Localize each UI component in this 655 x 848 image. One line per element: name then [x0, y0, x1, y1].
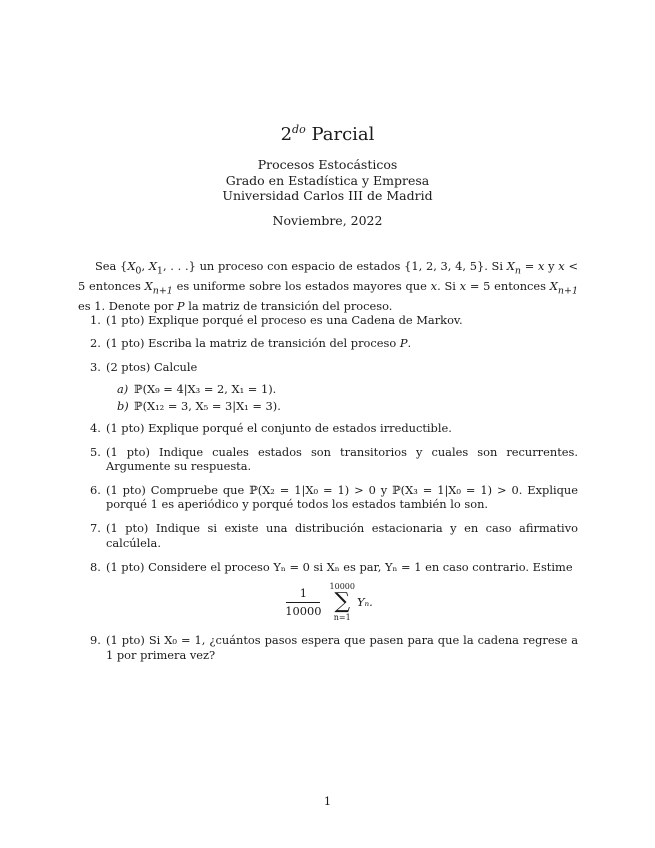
math-var: X — [549, 278, 558, 293]
question-text: (1 pto) Compruebe que ℙ(X₂ = 1|X₀ = 1) > 0 y ℙ(X₃ = 1|X₀ = 1) > 0. Explique porqué 1 es aperiódico y porqué todos los estados también lo son. — [106, 482, 578, 512]
sum-lower-limit: n=1 — [333, 613, 351, 623]
fraction-bar — [286, 602, 320, 603]
math-sub: 0 — [135, 265, 142, 277]
intro-text: y — [544, 259, 559, 273]
math-sub: n+1 — [557, 285, 578, 297]
math-sep: , — [141, 259, 149, 273]
sigma-symbol: ∑ — [334, 589, 351, 615]
question-text: (1 pto) Si X₀ = 1, ¿cuántos pasos espera que pasen para que la cadena regrese a 1 por primera vez? — [106, 633, 578, 662]
math-sub: 1 — [156, 265, 163, 277]
question-8 — [78, 560, 578, 626]
question-number: 3. — [90, 360, 101, 375]
course-name: Procesos Estocásticos — [257, 157, 398, 172]
math-sub: n — [514, 265, 521, 277]
question-text: (1 pto) Indique si existe una distribución estacionaria y en caso afirmativo calcúlela. — [106, 521, 578, 551]
intro-text: Sea { — [95, 259, 128, 273]
math-var: x — [537, 259, 545, 273]
question-number: 2. — [90, 336, 101, 351]
exam-date: Noviembre, 2022 — [272, 213, 383, 228]
subquestion-list — [106, 382, 578, 414]
question-1 — [78, 313, 578, 328]
display-formula — [78, 579, 578, 625]
question-text-end: . — [407, 336, 412, 351]
question-number: 6. — [90, 482, 101, 497]
subquestion-text: ℙ(X₉ = 4|X₃ = 2, X₁ = 1). — [134, 381, 277, 396]
math-var: X — [148, 259, 157, 273]
intro-text: = — [520, 259, 538, 273]
question-5 — [78, 445, 578, 474]
question-text: (1 pto) Considere el proceso Yₙ = 0 si Xₙ es par, Yₙ = 1 en caso contrario. Estime — [106, 559, 573, 574]
question-number: 7. — [90, 521, 101, 536]
fraction — [283, 586, 323, 618]
fraction-denominator: 10000 — [285, 603, 322, 618]
math-dots: , . . . — [162, 259, 189, 273]
title-base: 2 — [280, 124, 293, 145]
subquestion-label: a) — [117, 381, 129, 396]
question-3 — [78, 360, 578, 414]
math-var: x — [430, 278, 438, 293]
subquestion-text: ℙ(X₁₂ = 3, X₅ = 3|X₁ = 3). — [134, 399, 281, 414]
question-number: 4. — [90, 421, 101, 436]
fraction-numerator: 1 — [299, 586, 308, 601]
intro-paragraph — [78, 259, 578, 313]
title-rest: Parcial — [305, 124, 375, 145]
math-var: x — [459, 278, 467, 293]
title-superscript: do — [292, 123, 306, 136]
question-number: 5. — [90, 444, 101, 459]
intro-text: } un proceso con espacio de estados {1, 2, 3, 4, 5}. Si — [188, 259, 507, 273]
math-var: x — [558, 259, 565, 273]
question-2 — [78, 336, 578, 351]
question-4 — [78, 421, 578, 436]
intro-text: < 5 entonces — [78, 259, 578, 293]
summation — [330, 582, 355, 622]
intro-text: es uniforme sobre los estados mayores que — [172, 278, 431, 293]
subquestion-b — [106, 399, 578, 414]
sum-term: Yₙ. — [356, 594, 373, 609]
intro-text: es 1. Denote por — [78, 298, 177, 313]
math-var: X — [506, 259, 515, 273]
intro-text: la matriz de transición del proceso. — [184, 298, 393, 313]
university-name: Universidad Carlos III de Madrid — [222, 188, 433, 203]
intro-text: = 5 entonces — [466, 278, 550, 293]
question-text: (1 pto) Escriba la matriz de transición del proceso — [106, 336, 400, 351]
question-6 — [78, 483, 578, 512]
math-var: P — [176, 298, 185, 313]
math-var: P — [399, 336, 408, 351]
page-number: 1 — [323, 794, 332, 808]
subquestion-a — [106, 382, 578, 397]
question-7 — [78, 521, 578, 550]
question-text: (1 pto) Indique cuales estados son transitorios y cuales son recurrentes. Argumente su respuesta. — [106, 444, 578, 474]
math-sub: n+1 — [152, 285, 173, 297]
question-number: 1. — [90, 313, 101, 327]
question-list — [78, 313, 578, 662]
math-var: X — [144, 278, 153, 293]
question-9 — [78, 633, 578, 662]
degree-name: Grado en Estadística y Empresa — [225, 172, 430, 188]
sum-upper-limit: 10000 — [329, 582, 355, 592]
question-text: (1 pto) Explique porqué el proceso es una Cadena de Markov. — [106, 313, 463, 327]
subtitle-block — [0, 157, 655, 204]
intro-text: . Si — [437, 278, 460, 293]
question-number: 9. — [90, 633, 101, 648]
page-title — [0, 118, 655, 147]
question-text: (1 pto) Explique porqué el conjunto de estados irreductible. — [106, 421, 452, 436]
question-number: 8. — [90, 559, 101, 574]
subquestion-label: b) — [117, 399, 129, 414]
math-var: X — [127, 259, 136, 273]
question-text: (2 ptos) Calcule — [106, 360, 198, 375]
